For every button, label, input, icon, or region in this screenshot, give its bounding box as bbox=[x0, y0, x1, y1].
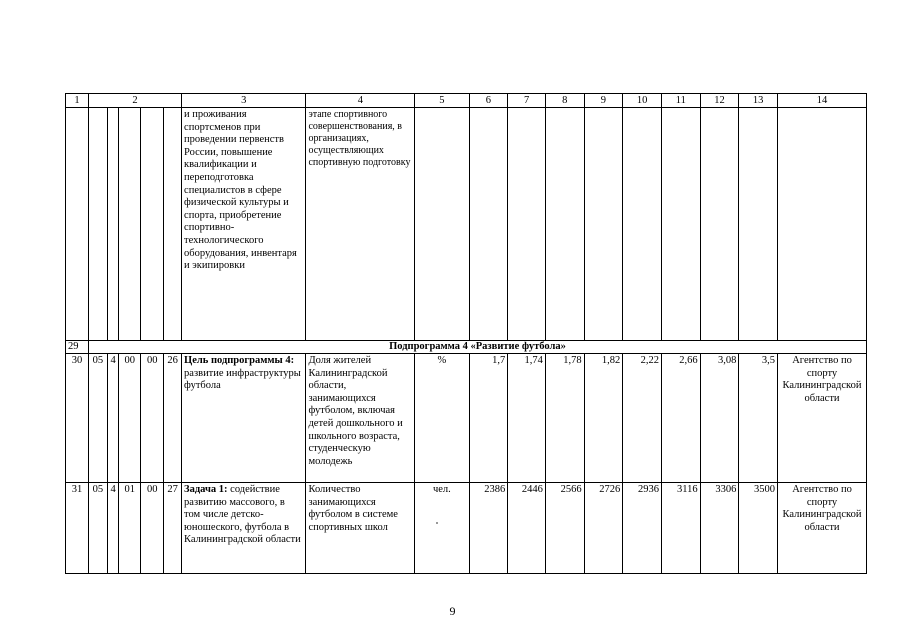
empty-cell bbox=[508, 108, 546, 341]
code-cell: 05 bbox=[89, 483, 108, 574]
empty-cell bbox=[778, 108, 867, 341]
header-cell: 2 bbox=[89, 94, 182, 108]
value-cell: 2936 bbox=[623, 483, 662, 574]
code-cell: 00 bbox=[141, 483, 164, 574]
empty-cell bbox=[119, 108, 141, 341]
value-cell: 3306 bbox=[700, 483, 739, 574]
header-cell: 10 bbox=[623, 94, 662, 108]
empty-cell bbox=[545, 108, 584, 341]
indicators-table bbox=[65, 93, 867, 574]
value-cell: 3500 bbox=[739, 483, 778, 574]
value-cell: 1,78 bbox=[545, 354, 584, 483]
goal-label: Цель подпрограммы 4: bbox=[184, 355, 295, 366]
header-cell: 9 bbox=[584, 94, 623, 108]
empty-cell bbox=[164, 108, 182, 341]
header-cell: 5 bbox=[415, 94, 469, 108]
header-cell: 1 bbox=[66, 94, 89, 108]
goal-text: развитие инфраструктуры футбола bbox=[184, 367, 301, 392]
table-row bbox=[66, 483, 867, 574]
unit-cell: чел. bbox=[415, 483, 469, 574]
empty-cell bbox=[700, 108, 739, 341]
code-cell: 05 bbox=[89, 354, 108, 483]
task-cell bbox=[182, 483, 306, 574]
empty-cell bbox=[141, 108, 164, 341]
code-cell: 4 bbox=[107, 483, 119, 574]
empty-cell bbox=[469, 108, 508, 341]
code-cell: 00 bbox=[141, 354, 164, 483]
code-cell: 01 bbox=[119, 483, 141, 574]
code-cell: 00 bbox=[119, 354, 141, 483]
empty-cell bbox=[623, 108, 662, 341]
value-cell: 1,82 bbox=[584, 354, 623, 483]
code-cell: 27 bbox=[164, 483, 182, 574]
value-cell: 2566 bbox=[545, 483, 584, 574]
task-text: содействие развитию массового, в том числе детско-юношеского, футбола в Калининградской области bbox=[184, 484, 301, 546]
row-number: 31 bbox=[66, 483, 89, 574]
value-cell: 3,5 bbox=[739, 354, 778, 483]
empty-cell bbox=[584, 108, 623, 341]
continued-row bbox=[66, 108, 867, 341]
empty-cell bbox=[739, 108, 778, 341]
scan-speck bbox=[436, 522, 438, 524]
header-row bbox=[66, 94, 867, 108]
value-cell: 2726 bbox=[584, 483, 623, 574]
header-cell: 3 bbox=[182, 94, 306, 108]
value-cell: 2,22 bbox=[623, 354, 662, 483]
unit-cell: % bbox=[415, 354, 469, 483]
header-cell: 11 bbox=[661, 94, 700, 108]
value-cell: 2,66 bbox=[661, 354, 700, 483]
activity-text-cell: и проживания спортсменов при проведении первенств России, повышение квалификации и переподготовка специалистов в сфере физической культуры и спорта, приобретение спортивно-технологического оборудования, инвентаря и экипировки bbox=[182, 108, 306, 341]
indicator-cell: Количество занимающихся футболом в системе спортивных школ bbox=[306, 483, 415, 574]
header-cell: 4 bbox=[306, 94, 415, 108]
header-cell: 13 bbox=[739, 94, 778, 108]
header-cell: 12 bbox=[700, 94, 739, 108]
value-cell: 3116 bbox=[661, 483, 700, 574]
header-cell: 6 bbox=[469, 94, 508, 108]
table-row bbox=[66, 354, 867, 483]
subprogram-title: Подпрограмма 4 «Развитие футбола» bbox=[89, 341, 867, 354]
empty-cell bbox=[661, 108, 700, 341]
empty-cell bbox=[66, 108, 89, 341]
responsible-cell: Агентство по спорту Калининградской области bbox=[778, 354, 867, 483]
goal-cell bbox=[182, 354, 306, 483]
code-cell: 4 bbox=[107, 354, 119, 483]
indicator-text-cell: этапе спортивного совершенствования, в организациях, осуществляющих спортивную подготовку bbox=[306, 108, 415, 341]
value-cell: 3,08 bbox=[700, 354, 739, 483]
row-number: 29 bbox=[66, 341, 89, 354]
value-cell: 1,74 bbox=[508, 354, 546, 483]
page-number: 9 bbox=[449, 604, 456, 618]
responsible-cell: Агентство по спорту Калининградской области bbox=[778, 483, 867, 574]
code-cell: 26 bbox=[164, 354, 182, 483]
empty-cell bbox=[107, 108, 119, 341]
header-cell: 7 bbox=[508, 94, 546, 108]
value-cell: 1,7 bbox=[469, 354, 508, 483]
value-cell: 2386 bbox=[469, 483, 508, 574]
row-number: 30 bbox=[66, 354, 89, 483]
header-cell: 8 bbox=[545, 94, 584, 108]
subprogram-row bbox=[66, 341, 867, 354]
task-label: Задача 1: bbox=[184, 484, 228, 495]
value-cell: 2446 bbox=[508, 483, 546, 574]
header-cell: 14 bbox=[778, 94, 867, 108]
empty-cell bbox=[415, 108, 469, 341]
indicator-cell: Доля жителей Калининградской области, занимающихся футболом, включая детей дошкольного и школьного возраста, студенческую молодежь bbox=[306, 354, 415, 483]
empty-cell bbox=[89, 108, 108, 341]
